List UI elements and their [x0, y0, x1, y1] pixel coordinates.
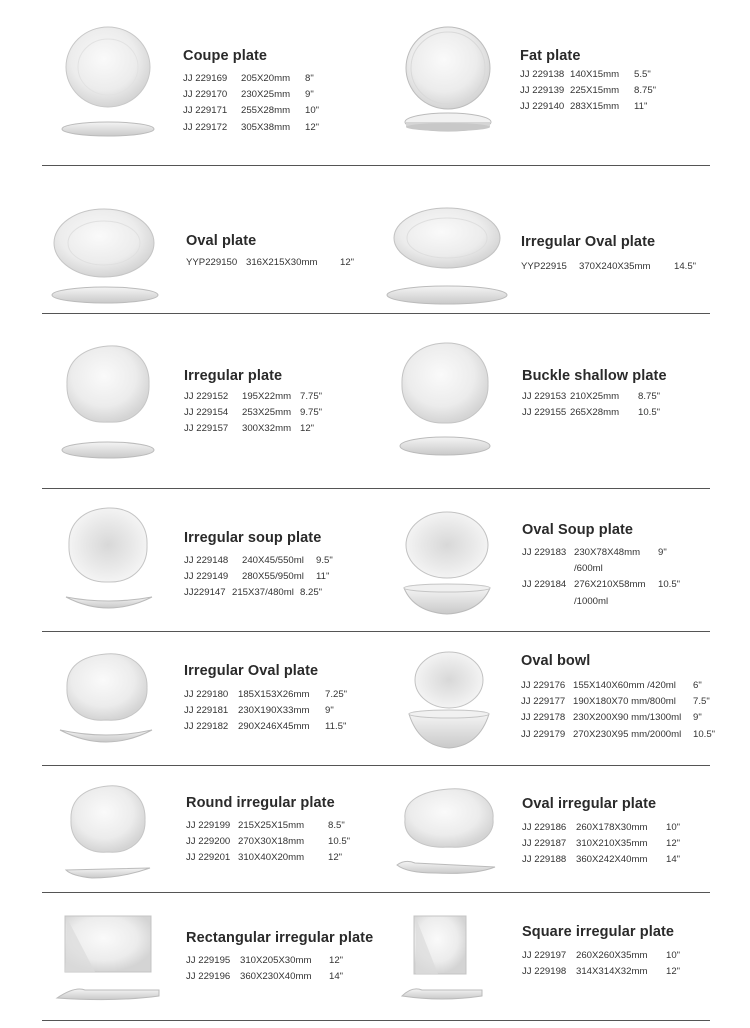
product-title: Irregular plate	[184, 368, 283, 384]
size-inch: 5.5"	[634, 69, 651, 80]
size-inch: 8.5"	[328, 820, 345, 831]
spec-row	[184, 585, 333, 601]
dimensions: 210X25mm	[570, 391, 620, 402]
item-code: JJ 229154	[184, 407, 229, 419]
size-inch: 12"	[328, 852, 343, 864]
spec-row	[186, 818, 350, 834]
dimensions: 316X215X30mm	[246, 257, 318, 268]
item-code: JJ 229184	[522, 579, 567, 591]
size-inch: 12"	[666, 966, 681, 978]
spec-list	[521, 259, 696, 275]
dimensions: 270X30X18mm	[238, 836, 305, 848]
spec-row	[522, 577, 680, 593]
item-code: JJ 229178	[521, 712, 566, 724]
spec-row	[521, 694, 715, 710]
spec-row	[522, 820, 680, 836]
product-title: Oval Soup plate	[522, 522, 634, 538]
dimensions: 283X15mm	[570, 101, 620, 113]
spec-row	[184, 389, 322, 405]
size-inch: 14"	[666, 854, 681, 866]
spec-row	[186, 969, 343, 985]
section-divider	[42, 313, 710, 314]
size-inch: 10.5"	[328, 836, 351, 848]
dimensions: 276X210X58mm	[574, 579, 646, 591]
dimensions: 305X38mm	[241, 121, 291, 133]
size-inch: 9"	[325, 705, 334, 717]
item-code: JJ 229177	[521, 696, 566, 708]
product-title: Fat plate	[520, 48, 581, 64]
size-inch: 7.25"	[325, 689, 348, 700]
size-inch: 11.5"	[325, 721, 347, 733]
item-code: JJ 229169	[183, 73, 228, 84]
product-title: Oval bowl	[521, 653, 591, 669]
spec-row	[184, 405, 322, 421]
size-inch: 9.5"	[316, 555, 333, 566]
size-inch: 9"	[305, 89, 314, 101]
size-inch: 8.75"	[638, 391, 661, 402]
item-code: JJ 229157	[184, 423, 229, 435]
spec-row	[184, 703, 347, 719]
size-inch: 7.5"	[693, 696, 710, 708]
spec-row	[184, 719, 347, 735]
dimensions: 230X25mm	[241, 89, 291, 101]
size-inch: 12"	[305, 121, 320, 133]
spec-row	[186, 953, 343, 969]
size-inch: 14"	[329, 971, 344, 983]
spec-row	[520, 83, 656, 99]
spec-row	[521, 259, 696, 275]
dimensions: 230X200X90 mm/1300ml	[573, 712, 682, 724]
size-inch: 10.5"	[658, 579, 681, 591]
spec-row	[184, 687, 347, 703]
size-inch: 8.75"	[634, 85, 657, 97]
dimensions: 255X28mm	[241, 105, 291, 117]
spec-row	[183, 120, 319, 136]
spec-list	[522, 545, 680, 610]
item-code: JJ 229200	[186, 836, 231, 848]
spec-row	[522, 561, 680, 577]
dimensions: 205X20mm	[241, 73, 291, 84]
product-image	[55, 25, 165, 145]
product-title: Oval irregular plate	[522, 796, 657, 812]
size-inch: 10.5"	[638, 407, 661, 419]
product-title: Square irregular plate	[522, 924, 675, 940]
spec-list	[522, 389, 660, 421]
item-code: JJ 229152	[184, 391, 229, 402]
spec-row	[184, 553, 333, 569]
spec-row	[522, 852, 680, 868]
dimensions: 310X205X30mm	[240, 955, 312, 966]
spec-list	[184, 687, 347, 736]
size-inch: 12"	[666, 838, 681, 850]
dimensions: 360X242X40mm	[576, 854, 648, 866]
dimensions: 270X230X95 mm/2000ml	[573, 728, 682, 740]
section-divider	[42, 1020, 710, 1021]
dimensions: /600ml	[574, 563, 603, 575]
dimensions: 185X153X26mm	[238, 689, 310, 700]
spec-row	[522, 836, 680, 852]
item-code: JJ 229140	[520, 101, 565, 113]
item-code: JJ 229155	[522, 407, 567, 419]
dimensions: 230X190X33mm	[238, 705, 310, 717]
spec-row	[183, 87, 319, 103]
spec-list	[186, 818, 350, 867]
spec-row	[522, 389, 660, 405]
item-code: JJ 229153	[522, 391, 567, 402]
item-code: JJ 229198	[522, 966, 567, 978]
spec-list	[184, 553, 333, 602]
product-title: Irregular soup plate	[184, 530, 322, 546]
size-inch: 10.5"	[693, 728, 716, 740]
product-title: Oval plate	[186, 233, 257, 249]
product-image	[395, 785, 500, 880]
dimensions: 253X25mm	[242, 407, 292, 419]
dimensions: 310X210X35mm	[576, 838, 648, 850]
size-inch: 7.75"	[300, 391, 323, 402]
item-code: JJ 229172	[183, 121, 228, 133]
item-code: JJ 229201	[186, 852, 231, 864]
spec-row	[520, 99, 656, 115]
spec-list	[521, 678, 715, 743]
item-code: JJ 229176	[521, 680, 566, 691]
product-image	[55, 910, 165, 1010]
item-code: JJ 229180	[184, 689, 229, 700]
spec-row	[522, 545, 680, 561]
product-image	[395, 340, 495, 462]
spec-list	[184, 389, 322, 438]
item-code: JJ 229138	[520, 69, 565, 80]
item-code	[522, 594, 574, 610]
dimensions: 300X32mm	[242, 423, 292, 435]
size-inch: 12"	[340, 257, 355, 268]
spec-row	[184, 569, 333, 585]
spec-list	[186, 255, 354, 271]
size-inch: 10"	[305, 105, 320, 117]
section-divider	[42, 892, 710, 893]
size-inch: 10"	[666, 950, 681, 961]
product-image	[400, 508, 495, 620]
dimensions: 230X78X48mm	[574, 547, 641, 558]
item-code: JJ 229183	[522, 547, 567, 558]
size-inch: 14.5"	[674, 261, 697, 272]
spec-row	[184, 421, 322, 437]
product-title: Irregular Oval plate	[184, 663, 319, 679]
size-inch: 12"	[329, 955, 344, 966]
dimensions: 265X28mm	[570, 407, 620, 419]
dimensions: 190X180X70 mm/800ml	[573, 696, 676, 708]
dimensions: 370X240X35mm	[579, 261, 651, 272]
spec-row	[522, 948, 680, 964]
spec-row	[183, 103, 319, 119]
item-code: JJ 229187	[522, 838, 567, 850]
product-image	[385, 203, 510, 308]
spec-row	[186, 850, 350, 866]
spec-list	[522, 820, 680, 869]
item-code: JJ 229182	[184, 721, 229, 733]
item-code: JJ229147	[184, 587, 226, 599]
size-inch: 8.25"	[300, 587, 323, 599]
spec-row	[521, 727, 715, 743]
size-inch: 11"	[316, 571, 330, 583]
item-code: JJ 229181	[184, 705, 229, 717]
item-code: JJ 229179	[521, 728, 566, 740]
dimensions: 310X40X20mm	[238, 852, 305, 864]
product-image	[405, 648, 495, 753]
dimensions: 140X15mm	[570, 69, 620, 80]
spec-row	[522, 405, 660, 421]
spec-row	[522, 964, 680, 980]
product-image	[62, 782, 157, 882]
product-title: Coupe plate	[183, 48, 268, 64]
size-inch: 10"	[666, 822, 681, 833]
size-inch: 12"	[300, 423, 315, 435]
item-code: JJ 229171	[183, 105, 228, 117]
spec-list	[522, 948, 680, 980]
dimensions: 215X25X15mm	[238, 820, 305, 831]
spec-list	[186, 953, 343, 985]
dimensions: 155X140X60mm /420ml	[573, 680, 676, 691]
item-code: JJ 229199	[186, 820, 231, 831]
size-inch: 6"	[693, 680, 702, 691]
product-image	[58, 650, 158, 750]
dimensions: 260X178X30mm	[576, 822, 648, 833]
size-inch: 9"	[658, 547, 667, 558]
item-code: JJ 229196	[186, 971, 231, 983]
item-code: JJ 229139	[520, 85, 565, 97]
section-divider	[42, 488, 710, 489]
item-code: YYP22915	[521, 261, 567, 272]
item-code: JJ 229195	[186, 955, 231, 966]
item-code: JJ 229197	[522, 950, 567, 961]
dimensions: 280X55/950ml	[242, 571, 304, 583]
size-inch: 8"	[305, 73, 314, 84]
item-code	[522, 561, 574, 577]
spec-row	[520, 67, 656, 83]
item-code: JJ 229148	[184, 555, 229, 566]
dimensions: 290X246X45mm	[238, 721, 310, 733]
dimensions: 215X37/480ml	[232, 587, 294, 599]
dimensions: 240X45/550ml	[242, 555, 304, 566]
item-code: JJ 229188	[522, 854, 567, 866]
spec-list	[520, 67, 656, 116]
item-code: JJ 229170	[183, 89, 228, 101]
size-inch: 9"	[693, 712, 702, 724]
section-divider	[42, 631, 710, 632]
spec-row	[186, 255, 354, 271]
item-code: YYP229150	[186, 257, 238, 268]
product-image	[48, 205, 163, 310]
product-image	[398, 20, 498, 140]
product-title: Irregular Oval plate	[521, 234, 656, 250]
spec-row	[183, 71, 319, 87]
product-title: Buckle shallow plate	[522, 368, 667, 384]
dimensions: 360X230X40mm	[240, 971, 312, 983]
size-inch: 9.75"	[300, 407, 323, 419]
item-code: JJ 229186	[522, 822, 567, 833]
product-image	[398, 912, 493, 1007]
product-title: Rectangular irregular plate	[186, 930, 374, 946]
section-divider	[42, 765, 710, 766]
dimensions: /1000ml	[574, 595, 609, 607]
spec-row	[522, 594, 680, 610]
spec-row	[186, 834, 350, 850]
product-image	[58, 342, 158, 464]
spec-row	[521, 710, 715, 726]
item-code: JJ 229149	[184, 571, 229, 583]
product-image	[62, 505, 157, 620]
dimensions: 225X15mm	[570, 85, 620, 97]
size-inch: 11"	[634, 101, 648, 113]
dimensions: 195X22mm	[242, 391, 292, 402]
spec-list	[183, 71, 319, 136]
dimensions: 314X314X32mm	[576, 966, 648, 978]
dimensions: 260X260X35mm	[576, 950, 648, 961]
section-divider	[42, 165, 710, 166]
product-title: Round irregular plate	[186, 795, 335, 811]
spec-row	[521, 678, 715, 694]
